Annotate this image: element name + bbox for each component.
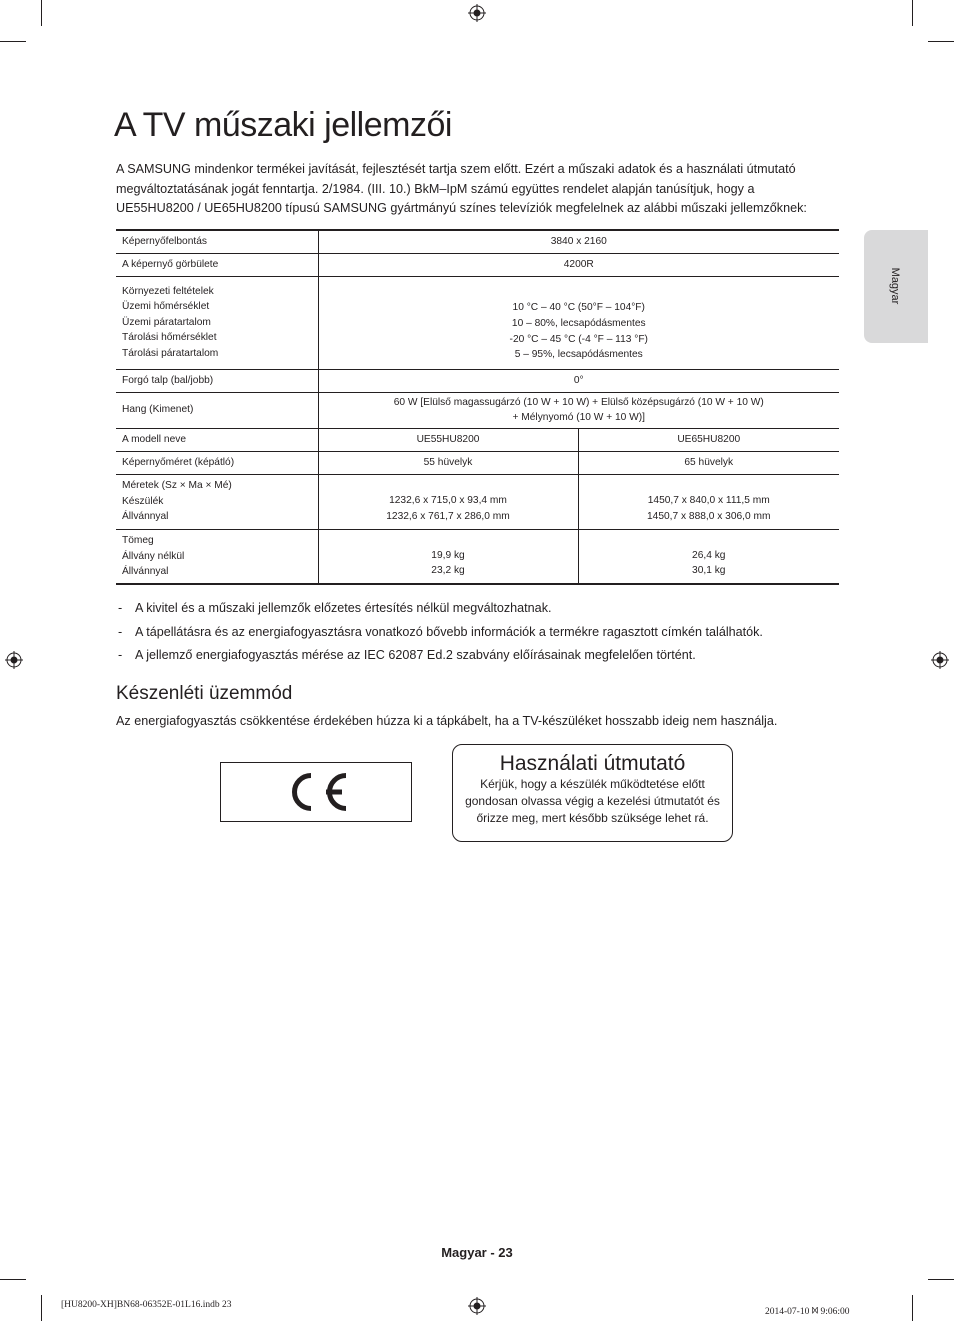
- spec-value: UE65HU8200: [578, 428, 839, 451]
- language-side-tab-label: Magyar: [889, 267, 901, 305]
- page-title: A TV műszaki jellemzői: [114, 106, 452, 144]
- spec-table: [116, 229, 839, 585]
- spec-label: Képernyőfelbontás: [116, 230, 318, 253]
- notes-list: [116, 598, 763, 669]
- crop-mark: [912, 0, 913, 26]
- standby-text: Az energiafogyasztás csökkentése érdekében húzza ki a tápkábelt, ha a TV-készüléket hosszabb ideig nem használja.: [116, 714, 778, 728]
- table-row: [116, 276, 839, 369]
- intro-paragraph: A SAMSUNG mindenkor termékei javítását, fejlesztését tartja szem előtt. Ezért a műszaki adatok és a használati útmutató megváltoztatásának jogát fenntartja. 2/1984. (III. 10.) BkM–IpM számú együttes rendelet alapján tanúsítjuk, hogy a UE55HU8200 / UE65HU8200 típusú SAMSUNG gyártmányú színes televíziók megfelelnek az alábbi műszaki jellemzőknek:: [116, 162, 807, 215]
- table-row: [116, 529, 839, 584]
- table-row: [116, 392, 839, 428]
- crop-mark: [912, 1295, 913, 1321]
- spec-value: 60 W [Elülső magassugárzó (10 W + 10 W) + Elülső középsugárzó (10 W + 10 W) + Mélynyomó (10 W + 10 W)]: [318, 392, 839, 428]
- manual-notice-text: Kérjük, hogy a készülék működtetése előtt gondosan olvassa végig a kezelési útmutatót és őrizze meg, mert később szüksége lehet rá.: [465, 777, 720, 825]
- crop-mark: [0, 41, 26, 42]
- list-item: [116, 645, 763, 669]
- bullet-dash: -: [118, 601, 123, 615]
- spec-value: UE55HU8200: [318, 428, 578, 451]
- standby-heading: Készenléti üzemmód: [116, 683, 293, 704]
- spec-value: 19,9 kg 23,2 kg: [318, 529, 578, 584]
- list-item: [116, 598, 763, 622]
- spec-label: Méretek (Sz × Ma × Mé) Készülék Állvánnyal: [116, 474, 318, 529]
- spec-value: 55 hüvelyk: [318, 451, 578, 474]
- table-row: [116, 428, 839, 451]
- spec-value: 0°: [318, 369, 839, 392]
- table-row: [116, 369, 839, 392]
- registration-mark-icon: [468, 4, 486, 22]
- user-manual-notice: [452, 744, 733, 842]
- footer-file-info: [HU8200-XH]BN68-06352E-01L16.indb 23: [61, 1300, 232, 1310]
- ce-mark-box: [220, 762, 412, 822]
- registration-mark-icon: [5, 651, 23, 669]
- footer-timestamp: 2014-07-10 ᢂ 9:06:00: [765, 1307, 850, 1317]
- crop-mark: [41, 0, 42, 26]
- bullet-dash: -: [118, 648, 123, 663]
- list-item: [116, 622, 763, 646]
- spec-label: Forgó talp (bal/jobb): [116, 369, 318, 392]
- ce-mark-icon: [280, 769, 352, 815]
- note-text: A kivitel és a műszaki jellemzők előzetes értesítés nélkül megváltozhatnak.: [135, 601, 552, 615]
- manual-notice-title: Használati útmutató: [499, 752, 686, 775]
- note-text: A jellemző energiafogyasztás mérése az IEC 62087 Ed.2 szabvány előírásainak megfelelően történt.: [135, 648, 696, 663]
- spec-value: 26,4 kg 30,1 kg: [578, 529, 839, 584]
- spec-label: A modell neve: [116, 428, 318, 451]
- spec-value: 1450,7 x 840,0 x 111,5 mm 1450,7 x 888,0 x 306,0 mm: [578, 474, 839, 529]
- crop-mark: [928, 41, 954, 42]
- spec-value: 1232,6 x 715,0 x 93,4 mm 1232,6 x 761,7 x 286,0 mm: [318, 474, 578, 529]
- table-row: [116, 451, 839, 474]
- spec-label: Környezeti feltételek Üzemi hőmérséklet Üzemi páratartalom Tárolási hőmérséklet Tárolási páratartalom: [116, 276, 318, 369]
- spec-value: 10 °C – 40 °C (50°F – 104°F) 10 – 80%, lecsapódásmentes -20 °C – 45 °C (-4 °F – 113 °F) 5 – 95%, lecsapódásmentes: [318, 276, 839, 369]
- crop-mark: [928, 1279, 954, 1280]
- spec-value: 3840 x 2160: [318, 230, 839, 253]
- table-row: [116, 253, 839, 276]
- bullet-dash: -: [118, 624, 123, 639]
- spec-label: Képernyőméret (képátló): [116, 451, 318, 474]
- spec-label: A képernyő görbülete: [116, 253, 318, 276]
- crop-mark: [0, 1279, 26, 1280]
- registration-mark-icon: [468, 1297, 486, 1315]
- page-number: Magyar - 23: [441, 1245, 513, 1260]
- spec-value: 65 hüvelyk: [578, 451, 839, 474]
- registration-mark-icon: [931, 651, 949, 669]
- crop-mark: [41, 1295, 42, 1321]
- spec-value: 4200R: [318, 253, 839, 276]
- spec-label: Hang (Kimenet): [116, 392, 318, 428]
- table-row: [116, 474, 839, 529]
- table-row: [116, 230, 839, 253]
- spec-label: Tömeg Állvány nélkül Állvánnyal: [116, 529, 318, 584]
- note-text: A tápellátásra és az energiafogyasztásra vonatkozó bővebb információk a termékre ragasztott címkén találhatók.: [135, 624, 763, 639]
